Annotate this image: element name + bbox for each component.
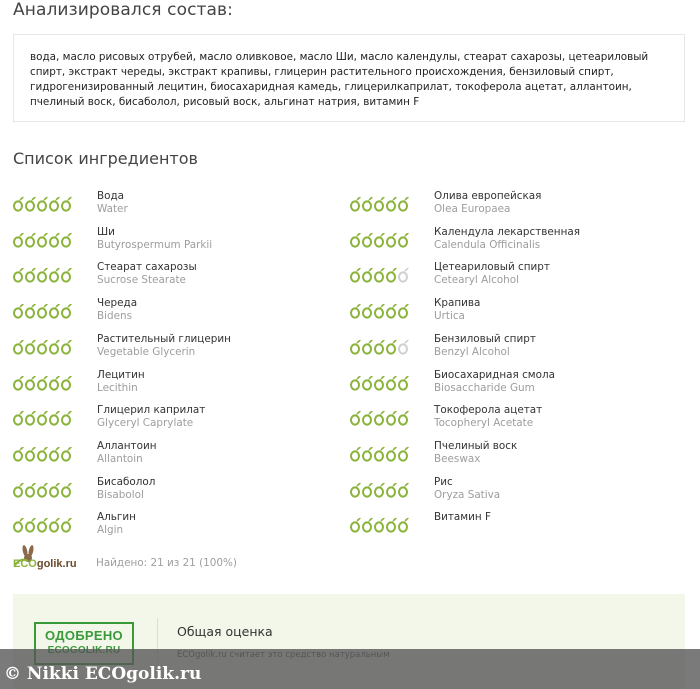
ingredient-latin: Glyceryl Caprylate [97, 417, 194, 430]
ingredient-item[interactable] [13, 332, 333, 371]
ingredient-name[interactable]: Альгин [97, 511, 136, 524]
leaf-icon [50, 518, 60, 532]
ingredient-latin: Biosaccharide Gum [434, 381, 535, 394]
ingredient-latin: Allantoin [97, 452, 143, 465]
leaf-icon [399, 304, 409, 318]
ingredient-item[interactable] [13, 368, 333, 407]
leaf-icon [363, 233, 373, 247]
leaf-icon [26, 340, 36, 354]
leaf-icon [26, 268, 36, 282]
leaf-icon [38, 411, 48, 425]
leaf-icon [387, 482, 397, 496]
rating-leaves [13, 339, 73, 355]
leaf-icon [399, 482, 409, 496]
rating-leaves [13, 446, 73, 462]
ingredient-item[interactable] [13, 404, 333, 442]
ingredient-item[interactable] [350, 475, 670, 514]
ingredient-latin: Bidens [97, 310, 133, 323]
leaf-icon [26, 375, 36, 389]
leaf-icon [14, 518, 24, 532]
ingredient-name[interactable]: Цетеариловый спирт [434, 261, 550, 274]
ingredient-latin: Sucrose Stearate [97, 274, 186, 287]
leaf-icon [50, 447, 60, 461]
leaf-icon [26, 482, 36, 496]
leaf-icon [363, 482, 373, 496]
leaf-icon [375, 518, 385, 532]
leaf-icon [50, 411, 60, 425]
watermark: © Nikki ECOgolik.ru [0, 649, 700, 689]
leaf-icon [14, 447, 24, 461]
rating-leaves [13, 410, 73, 426]
ingredient-name[interactable]: Ши [97, 225, 115, 238]
leaf-icon [351, 447, 361, 461]
ecogolik-logo[interactable] [13, 545, 83, 571]
ingredient-latin: Olea Europaea [434, 203, 511, 215]
leaf-icon [14, 233, 24, 247]
leaf-icon [387, 197, 397, 211]
ingredient-name[interactable]: Вода [97, 190, 125, 202]
leaf-icon [38, 518, 48, 532]
score-title: Общая оценка [177, 624, 273, 639]
leaf-icon [38, 375, 48, 389]
ingredient-item[interactable] [350, 404, 670, 442]
ingredient-latin: Calendula Officinalis [434, 238, 541, 251]
leaf-icon [62, 375, 72, 389]
ingredient-name[interactable]: Крапива [434, 297, 481, 310]
leaf-icon [62, 233, 72, 247]
ingredient-item[interactable] [350, 261, 670, 299]
leaf-icon [387, 447, 397, 461]
leaf-icon [38, 197, 48, 211]
ingredient-name[interactable]: Глицерил каприлат [97, 404, 206, 417]
ingredient-name[interactable]: Календула лекарственная [434, 225, 580, 238]
leaf-icon [375, 375, 385, 389]
leaf-icon [62, 197, 72, 211]
leaf-icon [62, 447, 72, 461]
ingredient-latin: Cetearyl Alcohol [434, 274, 519, 287]
leaf-icon [363, 447, 373, 461]
ingredient-latin: Lecithin [97, 381, 138, 394]
leaf-icon [38, 233, 48, 247]
ingredient-name[interactable]: Аллантоин [97, 439, 157, 452]
leaf-icon [62, 411, 72, 425]
leaf-icon [351, 411, 361, 425]
leaf-icon [14, 340, 24, 354]
leaf-icon [399, 197, 409, 211]
ingredient-item[interactable] [13, 225, 333, 264]
leaf-icon [62, 304, 72, 318]
leaf-icon [50, 482, 60, 496]
leaf-icon [26, 233, 36, 247]
ingredients-heading: Список ингредиентов [13, 149, 198, 168]
leaf-icon [363, 411, 373, 425]
rating-leaves [350, 303, 410, 319]
rating-leaves [13, 232, 73, 248]
ingredient-latin: Oryza Sativa [434, 488, 501, 501]
rating-leaves [350, 482, 410, 498]
ingredient-name[interactable]: Пчелиный воск [434, 439, 518, 452]
rating-leaves [350, 517, 410, 533]
leaf-icon [363, 375, 373, 389]
leaf-icon [363, 268, 373, 282]
leaf-icon [14, 268, 24, 282]
leaf-icon [38, 340, 48, 354]
ingredient-latin: Benzyl Alcohol [434, 345, 510, 358]
leaf-icon [363, 304, 373, 318]
leaf-icon [375, 447, 385, 461]
leaf-icon [38, 268, 48, 282]
leaf-icon [375, 340, 385, 354]
ingredient-name[interactable]: Токоферола ацетат [434, 404, 543, 417]
leaf-icon [375, 233, 385, 247]
leaf-icon [14, 375, 24, 389]
ingredient-item[interactable] [13, 261, 333, 299]
ingredient-name[interactable]: Бисаболол [97, 475, 156, 488]
leaf-icon [399, 447, 409, 461]
ingredient-latin: Urtica [434, 310, 465, 323]
ingredient-name[interactable]: Олива европейская [434, 190, 542, 202]
leaf-icon [62, 518, 72, 532]
composition-box [13, 34, 685, 122]
leaf-icon [351, 375, 361, 389]
leaf-icon [351, 268, 361, 282]
leaf-icon [38, 482, 48, 496]
leaf-icon [26, 304, 36, 318]
ingredient-latin: Butyrospermum Parkii [97, 238, 213, 251]
leaf-icon [399, 268, 409, 282]
leaf-icon [14, 304, 24, 318]
ingredient-name[interactable]: Лецитин [97, 368, 145, 381]
ingredient-name[interactable]: Витамин F [434, 511, 491, 524]
leaf-icon [387, 411, 397, 425]
ingredient-latin: Water [97, 203, 128, 215]
ingredient-name[interactable]: Бензиловый спирт [434, 332, 536, 345]
ingredient-name[interactable]: Растительный глицерин [97, 332, 231, 345]
leaf-icon [50, 375, 60, 389]
ingredient-item[interactable] [350, 511, 670, 549]
ingredient-item[interactable] [13, 297, 333, 335]
leaf-icon [399, 411, 409, 425]
leaf-icon [399, 233, 409, 247]
leaf-icon [62, 268, 72, 282]
rating-leaves [13, 482, 73, 498]
rating-leaves [350, 410, 410, 426]
leaf-icon [50, 304, 60, 318]
leaf-icon [351, 197, 361, 211]
leaf-icon [26, 447, 36, 461]
leaf-icon [375, 197, 385, 211]
leaf-icon [387, 304, 397, 318]
ingredient-item[interactable] [350, 297, 670, 335]
leaf-icon [62, 340, 72, 354]
leaf-icon [26, 518, 36, 532]
logo-rest: golik.ru [36, 558, 77, 570]
leaf-icon [375, 411, 385, 425]
ingredient-name[interactable]: Череда [97, 297, 138, 310]
leaf-icon [375, 482, 385, 496]
ingredient-latin: Tocopheryl Acetate [434, 417, 534, 430]
leaf-icon [50, 197, 60, 211]
ingredient-item[interactable] [350, 190, 670, 228]
leaf-icon [399, 375, 409, 389]
ingredient-item[interactable] [350, 225, 670, 264]
leaf-icon [399, 518, 409, 532]
ingredient-name[interactable]: Стеарат сахарозы [97, 261, 197, 274]
rating-leaves [13, 267, 73, 283]
leaf-icon [351, 304, 361, 318]
leaf-icon [387, 268, 397, 282]
stamp-line1: ОДОБРЕНО [45, 628, 123, 643]
rating-leaves [13, 517, 73, 533]
rating-leaves [350, 375, 410, 391]
ingredient-item[interactable] [13, 439, 333, 478]
leaf-icon [38, 447, 48, 461]
leaf-icon [50, 268, 60, 282]
leaf-icon [399, 340, 409, 354]
rating-leaves [350, 339, 410, 355]
leaf-icon [387, 375, 397, 389]
rating-leaves [13, 303, 73, 319]
ingredient-item[interactable] [350, 332, 670, 371]
rating-leaves [13, 196, 73, 212]
leaf-icon [26, 197, 36, 211]
ingredient-name[interactable]: Биосахаридная смола [434, 368, 555, 381]
leaf-icon [351, 233, 361, 247]
rating-leaves [13, 375, 73, 391]
ingredient-latin: Algin [97, 524, 124, 537]
rating-leaves [350, 232, 410, 248]
leaf-icon [363, 518, 373, 532]
leaf-icon [387, 233, 397, 247]
leaf-icon [62, 482, 72, 496]
ingredient-item[interactable] [350, 439, 670, 478]
composition-text: вода, масло рисовых отрубей, масло оливковое, масло Ши, масло календулы, стеарат сахарозы, цетеариловый спирт, экстракт череды, экстракт крапивы, глицерин растительного происхождения, бензиловый спирт, гидрогенизированный лецитин, биосахаридная камедь, глицерилкаприлат, токоферола ацетат, аллантоин, пчелиный воск, бисаболол, рисовый воск, альгинат натрия, витамин F [30, 51, 649, 108]
found-count: Найдено: 21 из 21 (100%) [96, 557, 237, 569]
ingredient-item[interactable] [350, 368, 670, 407]
rating-leaves [350, 196, 410, 212]
ingredient-latin: Vegetable Glycerin [97, 345, 196, 358]
leaf-icon [38, 304, 48, 318]
composition-heading: Анализировался состав: [13, 0, 233, 20]
leaf-icon [363, 340, 373, 354]
leaf-icon [375, 304, 385, 318]
leaf-icon [14, 197, 24, 211]
rating-leaves [350, 267, 410, 283]
leaf-icon [363, 197, 373, 211]
leaf-icon [351, 340, 361, 354]
leaf-icon [375, 268, 385, 282]
leaf-icon [351, 518, 361, 532]
ingredient-item[interactable] [13, 475, 333, 514]
leaf-icon [50, 340, 60, 354]
leaf-icon [387, 340, 397, 354]
leaf-icon [14, 411, 24, 425]
leaf-icon [50, 233, 60, 247]
ingredient-latin: Bisabolol [97, 488, 144, 501]
ingredient-name[interactable]: Рис [434, 475, 453, 488]
leaf-icon [387, 518, 397, 532]
logo-eco: ECO [13, 558, 37, 570]
ingredient-item[interactable] [13, 190, 333, 228]
leaf-icon [351, 482, 361, 496]
leaf-icon [14, 482, 24, 496]
rating-leaves [350, 446, 410, 462]
ingredient-latin: Beeswax [434, 452, 481, 465]
leaf-icon [26, 411, 36, 425]
